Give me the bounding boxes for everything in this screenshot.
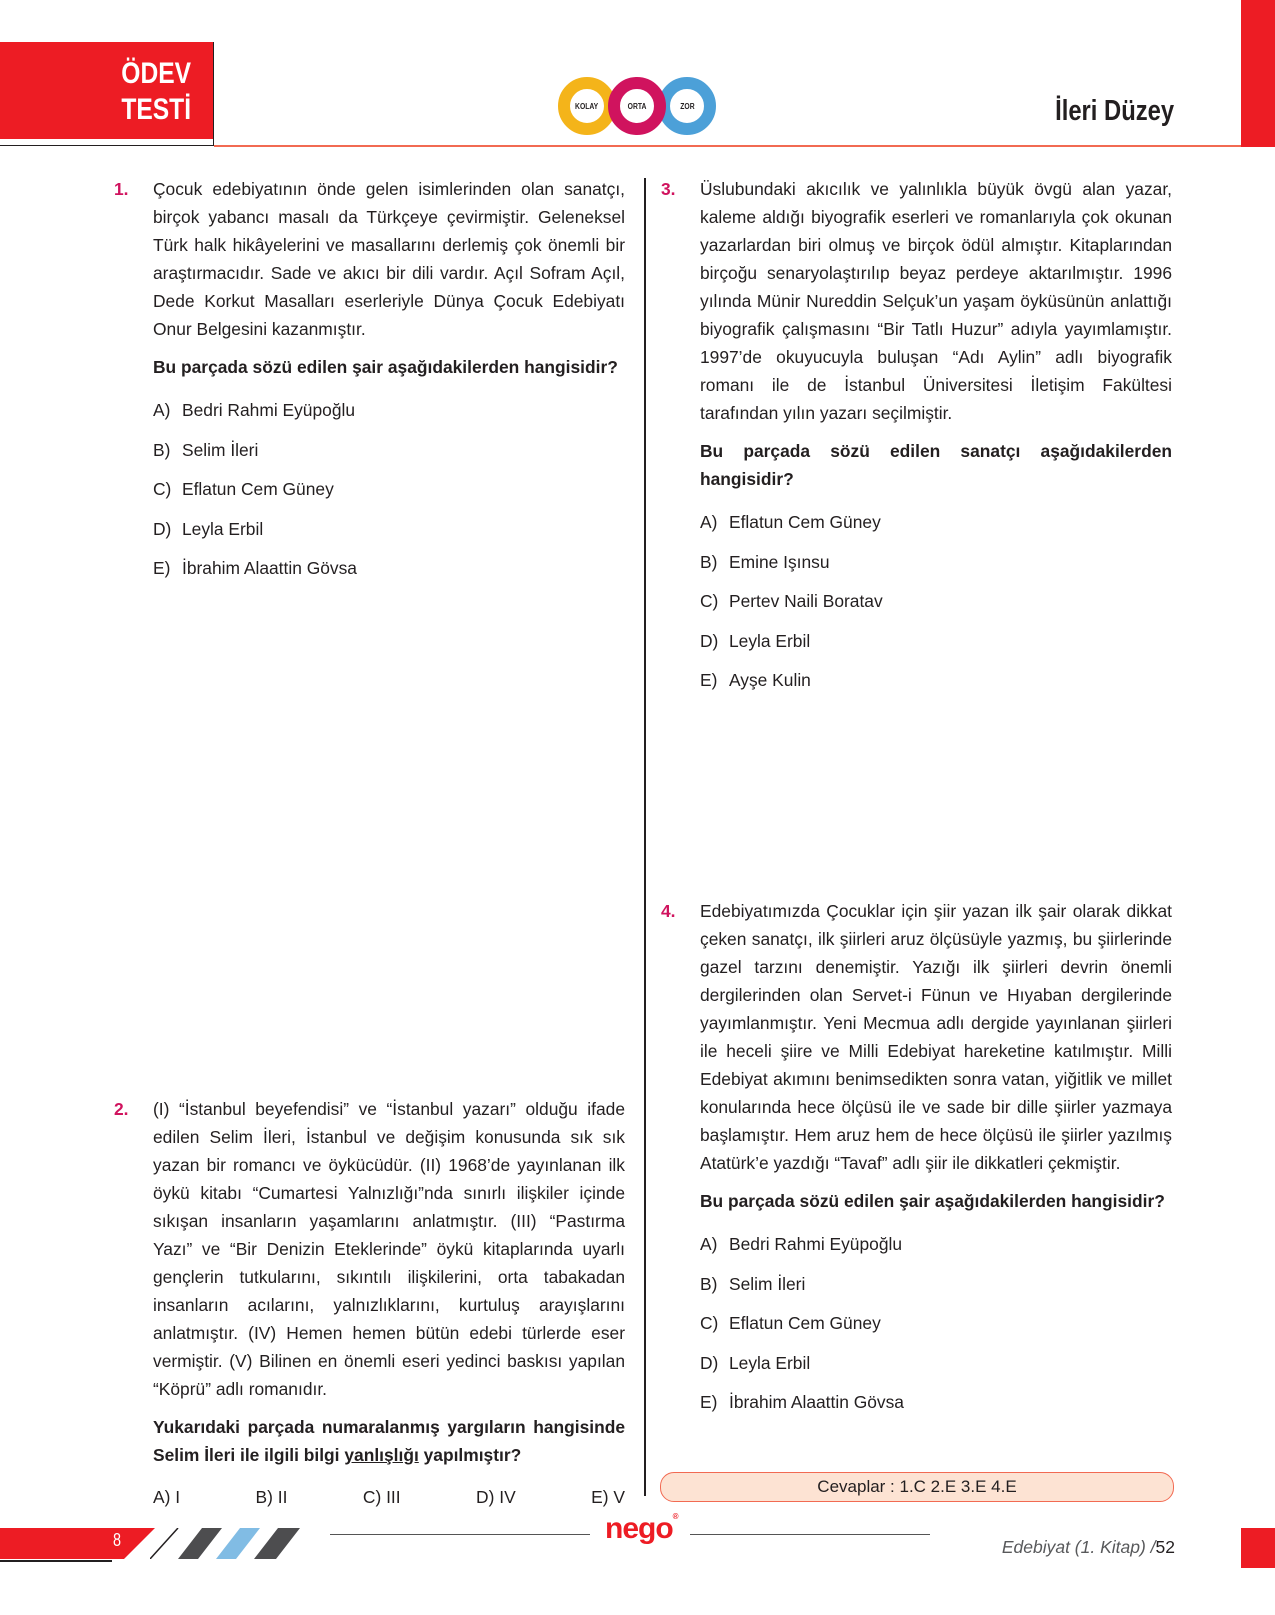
test-badge <box>0 42 214 146</box>
question-text: (I) “İstanbul beyefendisi” ve “İstanbul yazarı” olduğu ifade edilen Selim İleri, İstanbul ve değişim konusunda sık sık yazan bir romancı ve öykücüdür. (II) 1968’de yayınlanan ilk öykü kitabı “Cumartesi Yalnızlığı”nda sınırlı ilişkiler içinde sıkışan insanların yaşamlarını anlatmıştır. (III) “Pastırma Yazı” ve “Bir Denizin Eteklerinde” öykü kitaplarında uyarlı gençlerin tutkularını, sıkıntılı ilişkilerini, orta tabakadan insanların acılarını, yalnızlıklarını, kurtuluş arayışlarını anlatmıştır. (IV) Hemen hemen bütün edebi türlerde eser vermiştir. (V) Bilinen en önemli eseri yedinci baskısı yapılan “Köprü” adlı romanıdır. <box>153 1099 625 1399</box>
question-number: 1. <box>114 179 129 199</box>
question-number: 2. <box>114 1099 129 1119</box>
option-c[interactable]: C) Eflatun Cem Güney <box>153 479 334 499</box>
question-number: 3. <box>661 179 676 199</box>
option-a[interactable]: A) Eflatun Cem Güney <box>700 512 881 532</box>
option-e[interactable]: E) İbrahim Alaattin Gövsa <box>153 558 357 578</box>
options-list <box>153 396 625 594</box>
options-list <box>153 1483 625 1511</box>
level-title: İleri Düzey <box>1055 95 1174 127</box>
publisher-logo: nego® <box>605 1512 678 1545</box>
option-b[interactable]: B) Selim İleri <box>153 439 259 460</box>
footer-line <box>690 1534 930 1535</box>
ring-kolay: KOLAY <box>558 77 616 135</box>
footer-line <box>330 1534 590 1535</box>
option-a[interactable]: A) Bedri Rahmi Eyüpoğlu <box>153 400 356 420</box>
options-list <box>700 1230 1172 1428</box>
question-stem: Yukarıdaki parçada numaralanmış yargıların hangisinde Selim İleri ile ilgili bilgi yanlışlığı yapılmıştır? <box>153 1417 625 1465</box>
footer-underline <box>0 1560 112 1562</box>
option-c[interactable]: C) III <box>362 1487 401 1507</box>
question-3 <box>661 175 1172 706</box>
footer-red-tab <box>1241 1528 1275 1568</box>
question-stem: Bu parçada sözü edilen sanatçı aşağıdakilerden hangisidir? <box>700 441 1172 489</box>
option-a[interactable]: A) Bedri Rahmi Eyüpoğlu <box>700 1234 903 1254</box>
badge-line-2: TESTİ <box>121 93 191 126</box>
difficulty-rings-icon <box>558 77 718 137</box>
option-c[interactable]: C) Eflatun Cem Güney <box>700 1313 881 1333</box>
option-a[interactable]: A) I <box>153 1487 181 1507</box>
badge-line-1: ÖDEV <box>121 57 191 90</box>
question-stem: Bu parçada sözü edilen şair aşağıdakilerden hangisidir? <box>153 357 618 377</box>
footer-red-band <box>0 1528 155 1559</box>
answer-key: Cevaplar : 1.C 2.E 3.E 4.E <box>660 1472 1174 1502</box>
book-page-number: 52 <box>1155 1537 1175 1557</box>
option-d[interactable]: D) Leyla Erbil <box>153 518 264 539</box>
option-b[interactable]: B) Emine Işınsu <box>700 551 830 572</box>
option-e[interactable]: E) V <box>591 1487 625 1507</box>
question-number: 4. <box>661 901 676 921</box>
options-list <box>700 508 1172 706</box>
question-text: Üslubundaki akıcılık ve yalınlıkla büyük övgü alan yazar, kaleme aldığı biyografik eserleri ve romanlarıyla çok okunan yazarlardan biri olmuş ve birçok ödül almıştır. Kitaplarından birçoğu senaryolaştırılıp beyaz perdeye aktarılmıştır. 1996 yılında Münir Nureddin Selçuk’un yaşam öyküsünün anlattığı biyografik çalışmasını “Bir Tatlı Huzur” adıyla yayımlamıştır. 1997’de okuyucuyla buluşan “Adı Aylin” adlı biyografik romanı ile de İstanbul Üniversitesi İletişim Fakültesi tarafından yılın yazarı seçilmiştir. <box>700 179 1172 423</box>
question-4 <box>661 897 1172 1428</box>
option-e[interactable]: E) Ayşe Kulin <box>700 670 811 690</box>
ring-orta: ORTA <box>608 77 666 135</box>
option-e[interactable]: E) İbrahim Alaattin Gövsa <box>700 1392 904 1412</box>
option-b[interactable]: B) Selim İleri <box>700 1273 806 1294</box>
header-red-tab <box>1241 0 1275 147</box>
option-c[interactable]: C) Pertev Naili Boratav <box>700 591 883 611</box>
option-d[interactable]: D) Leyla Erbil <box>700 1352 811 1373</box>
page-number: 8 <box>113 1530 122 1550</box>
question-text: Edebiyatımızda Çocuklar için şiir yazan ilk şair olarak dikkat çeken sanatçı, ilk şiirleri aruz ölçüsüyle yazmış, bu şiirlerinde gazel tarzını denemiştir. Yazığı ilk şiirleri devrin önemli dergilerinden olan Servet-i Fünun ve Hıyaban dergilerinde yayımlanmıştır. Yeni Mecmua adlı dergide yayınlanan şiirleri ile heceli şiire ve Milli Edebiyat hareketine katılmıştır. Milli Edebiyat akımını benimsedikten sonra vatan, yiğitlik ve millet konularında hece ölçüsü ile ve sade bir dille şiirler yazmaya başlamıştır. Hem aruz hem de hece ölçüsü ile şiirler yazılmış Atatürk’e yazdığı “Tavaf” adlı şiir ile dikkatleri çekmiştir. <box>700 901 1172 1173</box>
header-divider <box>214 145 1245 147</box>
option-d[interactable]: D) IV <box>476 1487 516 1507</box>
question-text: Çocuk edebiyatının önde gelen isimlerinden olan sanatçı, birçok yabancı masalı da Türkçeye çevirmiştir. Geleneksel Türk halk hikâyelerini ve masallarını derlemiş çok önemli bir araştırmacıdır. Sade ve akıcı bir dili vardır. Açıl Sofram Açıl, Dede Korkut Masalları eserleriyle Dünya Çocuk Edebiyatı Onur Belgesini kazanmıştır. <box>153 179 625 339</box>
underlined-keyword: yanlışlığı <box>344 1445 419 1465</box>
ring-zor: ZOR <box>658 77 716 135</box>
question-2 <box>114 1095 625 1511</box>
column-divider <box>644 178 646 1496</box>
question-stem: Bu parçada sözü edilen şair aşağıdakilerden hangisidir? <box>700 1191 1165 1211</box>
question-1 <box>114 175 625 594</box>
decorative-slashes-icon <box>150 1528 320 1559</box>
option-d[interactable]: D) Leyla Erbil <box>700 630 811 651</box>
test-badge-label <box>121 56 191 128</box>
option-b[interactable]: B) II <box>255 1487 288 1507</box>
book-title: Edebiyat (1. Kitap) /52 <box>1001 1537 1175 1557</box>
